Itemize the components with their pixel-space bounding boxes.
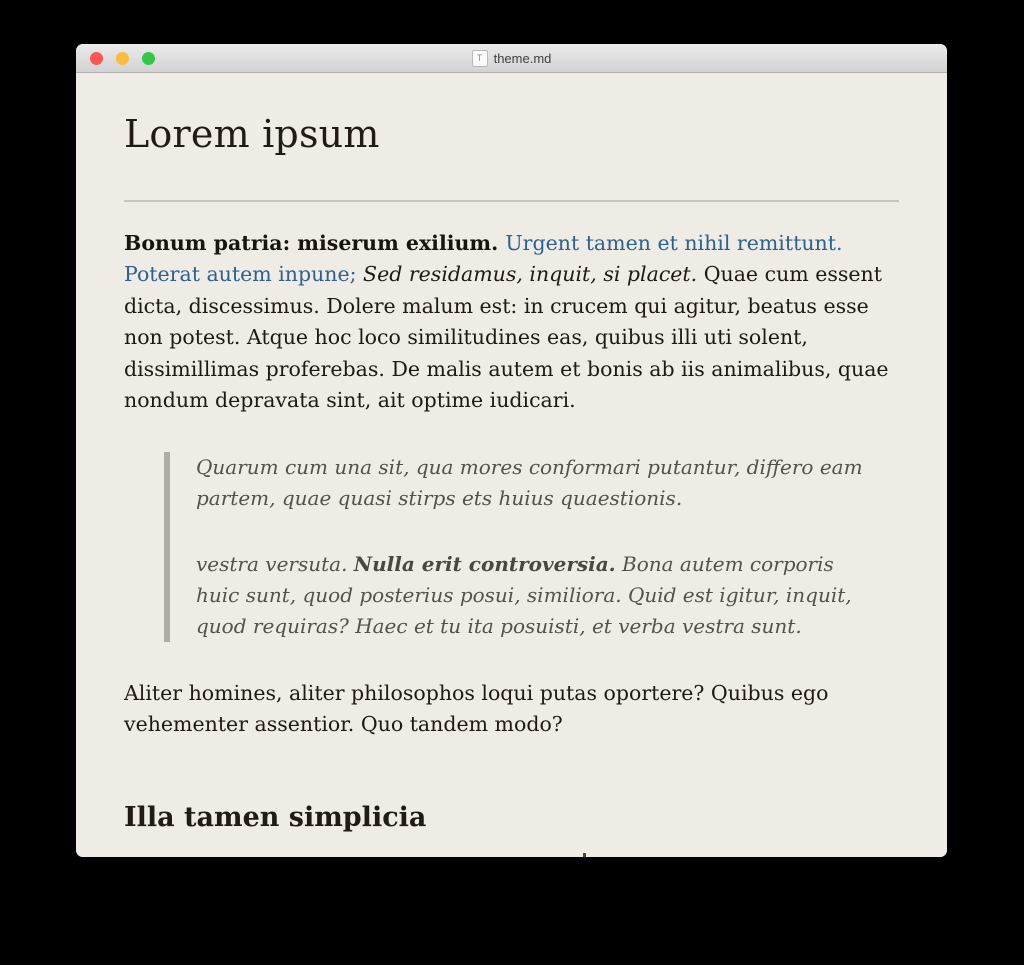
- window-controls: [76, 52, 155, 65]
- intro-link[interactable]: Urgent tamen et nihil remittunt. Poterat autem inpune;: [124, 230, 843, 286]
- close-button[interactable]: [90, 52, 103, 65]
- section-heading: Illa tamen simplicia: [124, 801, 427, 833]
- minimize-button[interactable]: [116, 52, 129, 65]
- quote2-rest-text: Bona autem corporis huic sunt, quod posterius posui, similiora. Quid est igitur, inquit, quod requiras? Haec et tu ita posuisti, et verba vestra sunt.: [196, 551, 852, 638]
- document-proxy-icon: [472, 50, 488, 67]
- zoom-button[interactable]: [142, 52, 155, 65]
- intro-italic-text: Sed residamus, inquit, si placet.: [363, 262, 704, 286]
- titlebar[interactable]: [76, 44, 947, 73]
- page-title: Lorem ipsum: [124, 112, 380, 156]
- paragraph-closing: Aliter homines, aliter philosophos loqui putas oportere? Quibus ego vehementer assentior. Quo tandem modo?: [124, 680, 829, 736]
- horizontal-rule: [124, 200, 899, 202]
- partial-content-tick: [583, 853, 586, 857]
- document-icon-letter: T: [476, 53, 483, 63]
- blockquote-paragraph-1: Quarum cum una sit, qua mores conformari putantur, differo eam partem, quae quasi stirps ets huius quaestionis.: [196, 454, 863, 510]
- intro-body-text: Quae cum essent dicta, discessimus. Dolere malum est: in crucem qui agitur, beatus esse non potest. Atque hoc loco similitudines eas, quibus illi uti solent, dissimillimas proferebas. De malis autem et bonis ab iis animalibus, quae nondum depravata sint, ait optime iudicari.: [124, 262, 889, 412]
- intro-bold-text: Bonum patria: miserum exilium.: [124, 230, 506, 255]
- quote2-bold-text: Nulla erit controversia.: [353, 551, 616, 576]
- quote2-start-text: vestra versuta.: [196, 551, 354, 576]
- window-title-group: [76, 44, 947, 72]
- window: [76, 44, 947, 857]
- paragraph-intro: [124, 228, 899, 417]
- blockquote: [164, 452, 879, 642]
- document-content: [76, 73, 947, 857]
- blockquote-paragraph-2: [196, 549, 879, 642]
- window-title: theme.md: [493, 50, 552, 66]
